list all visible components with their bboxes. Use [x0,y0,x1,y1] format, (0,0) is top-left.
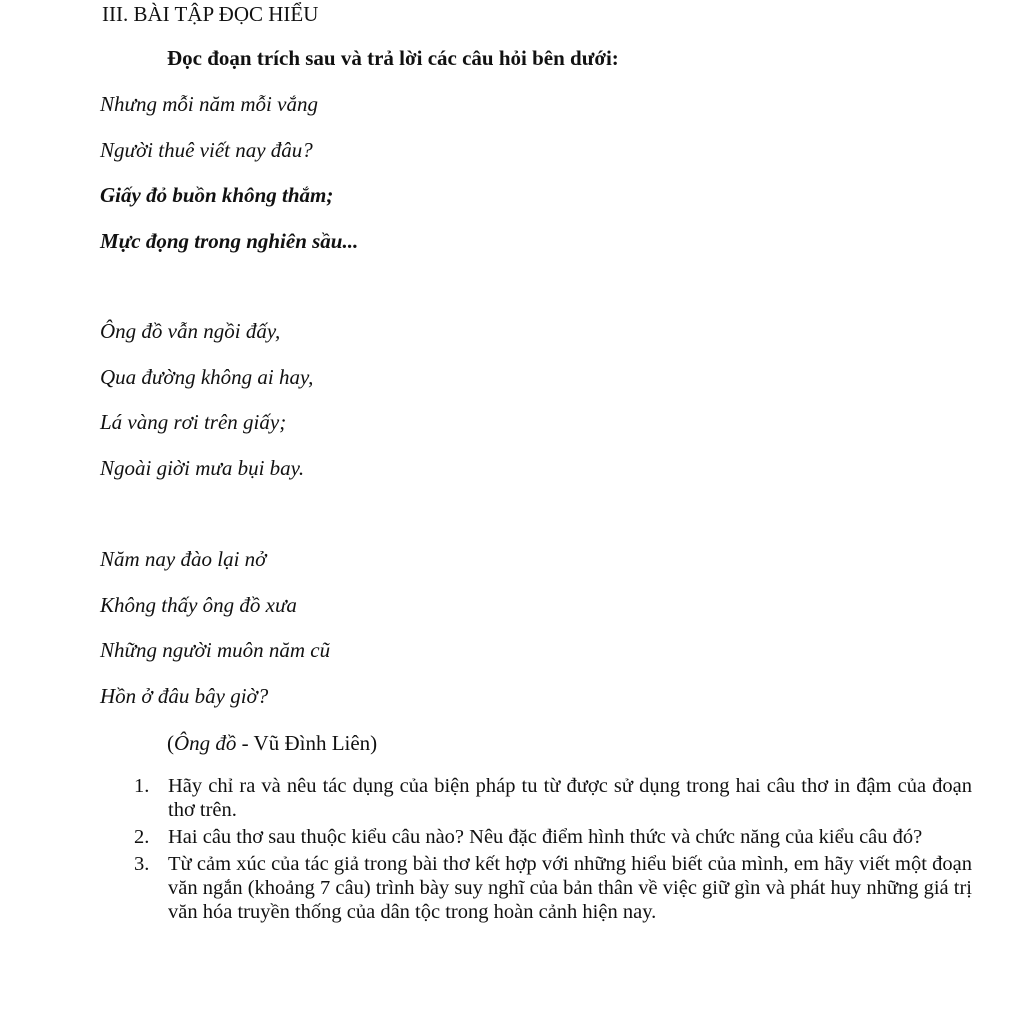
poem-citation [167,730,377,756]
poem-line: Hồn ở đâu bây giờ? [100,684,269,708]
question-list [130,774,972,927]
section-title: III. BÀI TẬP ĐỌC HIỂU [102,2,319,26]
citation-author: - Vũ Đình Liên) [236,731,378,755]
question-number: 2. [134,826,150,848]
poem-line: Ông đồ vẫn ngồi đấy, [100,319,281,343]
question-number: 3. [134,853,150,875]
poem-line-bold: Giấy đỏ buồn không thắm; [100,183,334,207]
poem-line: Lá vàng rơi trên giấy; [100,410,287,434]
question-item [130,852,972,924]
question-text: Hãy chỉ ra và nêu tác dụng của biện pháp tu từ được sử dụng trong hai câu thơ in đậm của đoạn thơ trên. [168,775,972,821]
question-text: Từ cảm xúc của tác giả trong bài thơ kết hợp với những hiểu biết của mình, em hãy viết một đoạn văn ngắn (khoảng 7 câu) trình bày suy nghĩ của bản thân về việc giữ gìn và phát huy những giá trị văn hóa truyền thống của dân tộc trong hoàn cảnh hiện nay. [168,853,972,923]
poem-line: Qua đường không ai hay, [100,365,314,389]
poem-line: Không thấy ông đồ xưa [100,593,297,617]
poem-line: Nhưng mỗi năm mỗi vắng [100,92,318,116]
question-item [130,774,972,822]
citation-open: ( [167,731,174,755]
question-text: Hai câu thơ sau thuộc kiểu câu nào? Nêu đặc điểm hình thức và chức năng của kiểu câu đó? [168,826,923,848]
poem-line: Năm nay đào lại nở [100,547,267,571]
question-item [130,825,972,849]
citation-work-title: Ông đồ [174,731,237,755]
reading-instruction: Đọc đoạn trích sau và trả lời các câu hỏi bên dưới: [167,46,619,70]
poem-line: Những người muôn năm cũ [100,638,331,662]
poem-line: Ngoài giời mưa bụi bay. [100,456,305,480]
question-number: 1. [134,775,150,797]
poem-line-bold: Mực đọng trong nghiên sầu... [100,229,359,253]
poem-line: Người thuê viết nay đâu? [100,138,313,162]
